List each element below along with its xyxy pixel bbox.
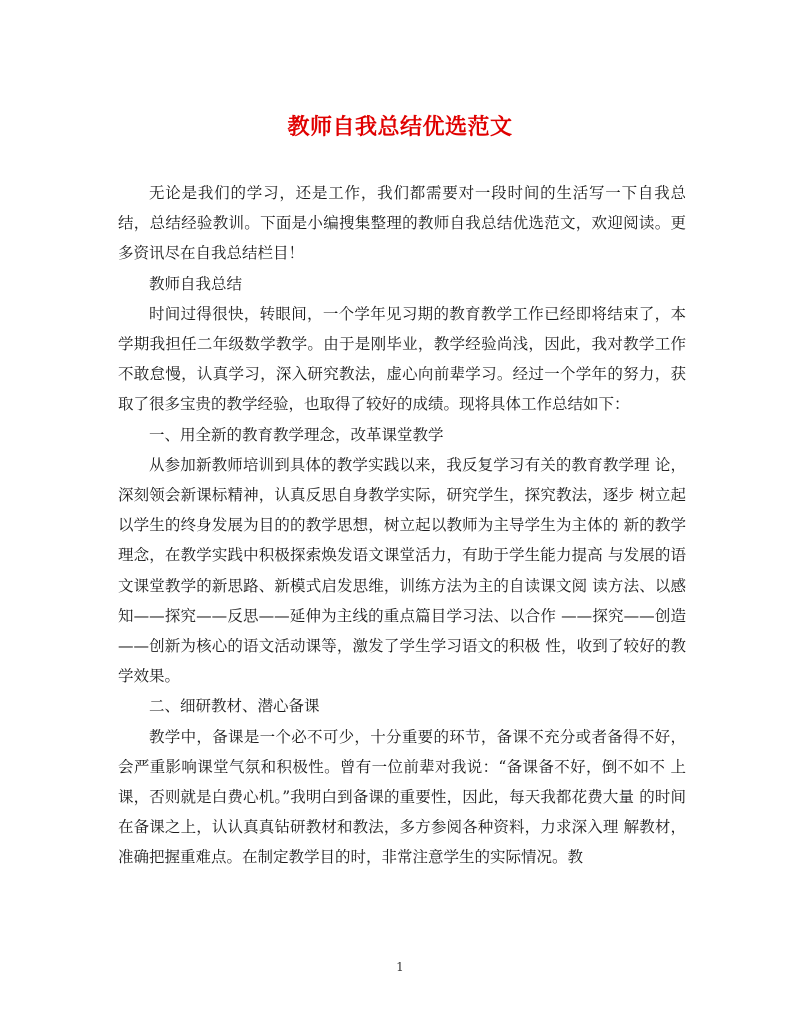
intro-paragraph: 无论是我们的学习，还是工作，我们都需要对一段时间的生活写一下自我总结，总结经验教训。下面是小编搜集整理的教师自我总结优选范文，欢迎阅读。更多资讯尽在自我总结栏目！ [118, 184, 686, 263]
section-one-paragraph: 从参加新教师培训到具体的教学实践以来，我反复学习有关的教育教学理 论，深刻领会新课标精神，认真反思自身教学实际，研究学生，探究教法，逐步 树立起以学生的终身发展为目的的教学思想，树立起以教师为主导学生为主体的 新的教学理念，在教学实践中积极探索焕发语文课堂活力，有助于学生能力提高 与发展的语文课堂教学的新思路、新模式启发思维，训练方法为主的自读课文阅 读方法、以感知——探究——反思——延伸为主线的重点篇目学习法、以合作 ——探究——创造——创新为核心的语文活动课等，激发了学生学习语文的积极 性，收到了较好的教学效果。 [118, 455, 686, 686]
summary-paragraph: 时间过得很快，转眼间，一个学年见习期的教育教学工作已经即将结束了，本学期我担任二年级数学教学。由于是刚毕业，教学经验尚浅，因此，我对教学工作不敢怠慢，认真学习，深入研究教法，虚心向前辈学习。经过一个学年的努力，获取了很多宝贵的教学经验，也取得了较好的成绩。现将具体工作总结如下： [118, 304, 686, 414]
page-number: 1 [396, 960, 404, 974]
section-heading-summary: 教师自我总结 [149, 274, 243, 293]
document-title: 教师自我总结优选范文 [287, 114, 513, 140]
section-heading-two: 二、细研教材、潜心备课 [149, 697, 320, 716]
section-two-paragraph: 教学中，备课是一个必不可少，十分重要的环节，备课不充分或者备得不好， 会严重影响课堂气氛和积极性。曾有一位前辈对我说：“备课备不好，倒不如不 上课，否则就是白费心机。”我明白到备课的重要性，因此，每天我都花费大量 的时间在备课之上，认认真真钻研教材和教法，多方参阅各种资料，力求深入理 解教材，准确把握重难点。在制定教学目的时，非常注意学生的实际情况。教 [118, 727, 686, 867]
section-heading-one: 一、用全新的教育教学理念，改革课堂教学 [149, 425, 444, 444]
document-body [118, 178, 686, 873]
